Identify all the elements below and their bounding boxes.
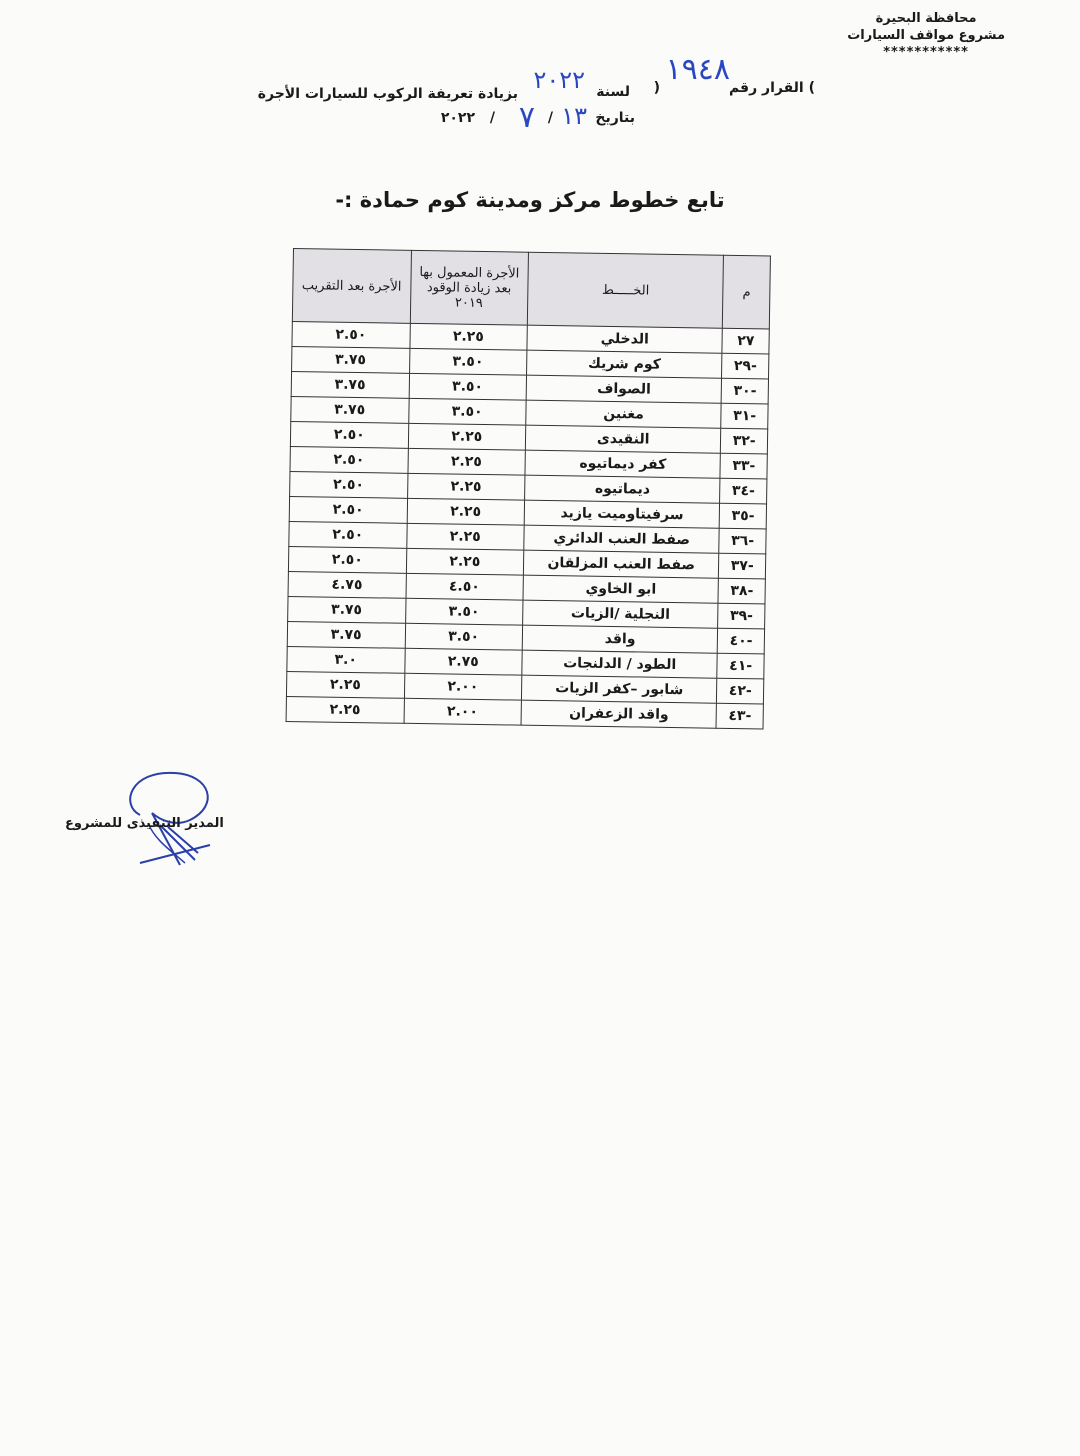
date-separator-1: / — [547, 110, 553, 126]
header-line: الخـــــط — [527, 252, 724, 328]
row-fare-final: ٣.٧٥ — [291, 396, 409, 423]
page-title: تابع خطوط مركز ومدينة كوم حمادة :- — [335, 188, 725, 212]
header-block — [847, 10, 1005, 61]
row-line-name: كفر ديماتيوه — [525, 450, 721, 478]
row-fare-current: ٢.٠٠ — [404, 673, 522, 700]
row-line-name: النقيدى — [525, 425, 721, 453]
row-line-name: الصواف — [526, 375, 722, 403]
governorate-name: محافظة البحيرة — [875, 11, 977, 26]
row-fare-current: ٣.٥٠ — [408, 398, 526, 425]
row-fare-current: ٣.٥٠ — [405, 598, 523, 625]
row-number: -٤١ — [717, 653, 764, 679]
row-number: -٣٩ — [718, 603, 765, 629]
header-fare-final: الأجرة بعد التقريب — [292, 249, 411, 324]
row-number: -٣٨ — [718, 578, 765, 604]
row-fare-final: ٢.٥٠ — [292, 321, 410, 348]
row-number: -٣٠ — [722, 378, 769, 404]
row-fare-current: ٢.٢٥ — [406, 548, 524, 575]
date-day: ١٣ — [561, 102, 587, 130]
year-label: لسنة — [596, 84, 630, 100]
row-fare-final: ٢.٥٠ — [288, 546, 406, 573]
date-separator-2: / — [489, 110, 495, 126]
row-fare-current: ٣.٥٠ — [409, 348, 527, 375]
decision-label: القرار رقم ( — [728, 80, 815, 96]
decision-line — [245, 52, 815, 140]
date-label: بتاريخ — [595, 110, 635, 126]
row-line-name: صفط العنب الدائري — [524, 525, 720, 553]
signature-caption: المدير التنفيذى للمشروع — [65, 816, 224, 831]
row-line-name: واقد الزعفران — [521, 700, 717, 728]
row-fare-current: ٢.٢٥ — [406, 523, 524, 550]
row-fare-final: ٣.٧٥ — [288, 596, 406, 623]
row-line-name: شابور –كفر الزيات — [521, 675, 717, 703]
row-line-name: ابو الخاوي — [523, 575, 719, 603]
decision-number: ١٩٤٨ — [665, 52, 730, 87]
row-fare-final: ٤.٧٥ — [288, 571, 406, 598]
table-header-row — [292, 249, 770, 329]
row-fare-final: ٣.٧٥ — [291, 371, 409, 398]
row-line-name: سرفيتاوميت يازيد — [524, 500, 720, 528]
row-number: -٣٤ — [720, 478, 767, 504]
row-fare-final: ٣.٠ — [287, 646, 405, 673]
row-number: -٣٥ — [720, 503, 767, 529]
row-fare-final: ٣.٧٥ — [287, 621, 405, 648]
row-fare-current: ٢.٢٥ — [409, 323, 527, 350]
row-number: -٣١ — [721, 403, 768, 429]
row-number: -٤٠ — [718, 628, 765, 654]
row-number: -٢٩ — [722, 353, 769, 379]
row-fare-current: ٣.٥٠ — [409, 373, 527, 400]
row-fare-final: ٢.٥٠ — [289, 521, 407, 548]
row-line-name: صفط العنب المزلقان — [523, 550, 719, 578]
row-number: -٣٢ — [721, 428, 768, 454]
row-fare-current: ٢.٢٥ — [407, 448, 525, 475]
row-fare-current: ٢.٢٥ — [407, 498, 525, 525]
row-fare-final: ٢.٢٥ — [286, 696, 404, 723]
row-fare-final: ٢.٥٠ — [290, 471, 408, 498]
decision-year: ٢٠٢٢ — [533, 66, 585, 94]
row-number: -٤٢ — [717, 678, 764, 704]
date-month: ٧ — [518, 100, 535, 135]
row-fare-current: ٢.٧٥ — [404, 648, 522, 675]
row-fare-current: ٢.٢٥ — [408, 423, 526, 450]
row-line-name: ديماتيوه — [525, 475, 721, 503]
row-fare-current: ٢.٢٥ — [407, 473, 525, 500]
date-year: ٢٠٢٢ — [440, 110, 475, 126]
row-number: -٣٦ — [719, 528, 766, 554]
fares-table — [286, 248, 771, 729]
row-line-name: الدخلي — [527, 325, 723, 353]
row-number: -٣٣ — [720, 453, 767, 479]
row-number: -٣٧ — [719, 553, 766, 579]
row-line-name: كوم شريك — [526, 350, 722, 378]
row-fare-final: ٣.٧٥ — [292, 346, 410, 373]
row-line-name: الطود / الدلنجات — [522, 650, 718, 678]
row-number: ٢٧ — [722, 328, 769, 354]
row-fare-final: ٢.٥٠ — [289, 496, 407, 523]
row-fare-current: ٤.٥٠ — [406, 573, 524, 600]
header-fare-current: الأجرة المعمول بها بعد زيادة الوقود ٢٠١٩ — [410, 250, 529, 325]
decision-subject: بزيادة تعريفة الركوب للسيارات الأجرة — [257, 86, 518, 102]
row-fare-current: ٣.٥٠ — [405, 623, 523, 650]
row-line-name: مغنين — [526, 400, 722, 428]
project-name: مشروع مواقف السيارات — [847, 28, 1005, 43]
row-fare-current: ٢.٠٠ — [404, 698, 522, 725]
row-fare-final: ٢.٥٠ — [290, 421, 408, 448]
row-line-name: واقد — [522, 625, 718, 653]
row-number: -٤٣ — [716, 703, 763, 729]
row-fare-final: ٢.٢٥ — [286, 671, 404, 698]
row-fare-final: ٢.٥٠ — [290, 446, 408, 473]
header-stars: *********** — [883, 45, 969, 60]
row-line-name: النجلية /الزيات — [523, 600, 719, 628]
decision-close-paren: ) — [653, 80, 660, 96]
header-num: م — [723, 255, 771, 329]
